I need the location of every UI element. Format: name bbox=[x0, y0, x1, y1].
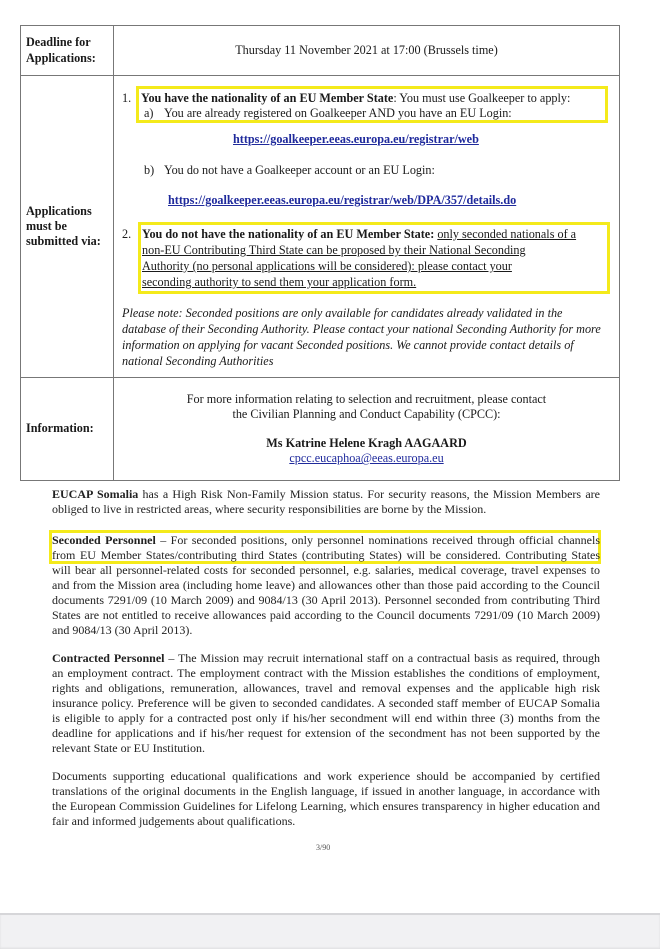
seconded-positions-note: Please note: Seconded positions are only available for candidates already validated in the database of their Seconding Authority. Please contact your national Seconding Authority for more information on applying for vacant Seconded positions. We cannot provide contact details of national Seconding Authorities bbox=[122, 306, 601, 368]
item1-bold: You have the nationality of an EU Member State bbox=[141, 91, 394, 105]
deadline-row bbox=[21, 26, 620, 76]
information-line1: For more information relating to selection and recruitment, please contact bbox=[186, 391, 547, 406]
item2-line1: You do not have the nationality of an EU Member State: only seconded nationals of a bbox=[142, 227, 577, 241]
vacancy-info-table bbox=[20, 25, 620, 481]
item1b-text: You do not have a Goalkeeper account or an EU Login: bbox=[164, 163, 435, 177]
item1a-marker: a) bbox=[144, 106, 154, 120]
seconded-personnel-paragraph bbox=[52, 533, 600, 638]
contact-name: Ms Katrine Helene Kragh AAGAARD bbox=[266, 436, 467, 450]
item1a-text: You are already registered on Goalkeeper AND you have an EU Login: bbox=[164, 106, 512, 120]
item2-line3: Authority (no personal applications will be considered): please contact your bbox=[142, 259, 512, 273]
contact-email-link[interactable]: cpcc.eucaphoa@eeas.europa.eu bbox=[289, 451, 444, 466]
seconded-body-text: Contributing States will bear all personnel-related costs for seconded personnel, e.g. salaries, medical coverage, travel expenses to and from the Mission area (including home leave) and allowances other than those paid according to the Council documents 7291/09 (10 March 2009) and 9084/13 (30 April 2013). Personnel seconded from contributing Third States are not entitled to receive allowances paid according to the Council documents 7291/09 (10 March 2009) and 9084/13 (30 April 2013). bbox=[52, 548, 601, 637]
submission-label: Applications must be submitted via: bbox=[21, 76, 114, 378]
seconded-highlighted-text: – For seconded positions, only personnel nominations received through official channels from EU Member States/contributing third States (contributing States) will be considered. bbox=[52, 533, 600, 562]
contracted-heading: Contracted Personnel bbox=[52, 651, 165, 665]
mission-name: EUCAP Somalia bbox=[52, 487, 139, 501]
information-content bbox=[114, 378, 620, 481]
information-row bbox=[21, 378, 620, 481]
information-label: Information: bbox=[21, 378, 114, 481]
item1-rest: : You must use Goalkeeper to apply: bbox=[393, 91, 571, 105]
item1b-marker: b) bbox=[144, 163, 155, 177]
item2-bold: You do not have the nationality of an EU Member State: bbox=[142, 227, 435, 241]
goalkeeper-registration-link[interactable]: https://goalkeeper.eeas.europa.eu/registrar/web/DPA/357/details.do bbox=[168, 193, 517, 207]
submission-row bbox=[21, 76, 620, 378]
item2-line4: seconding authority to send them your application form. bbox=[142, 275, 417, 289]
page-number: 3/90 bbox=[316, 843, 331, 852]
information-line2: the Civilian Planning and Conduct Capability (CPCC): bbox=[232, 406, 501, 421]
item1-number: 1. bbox=[122, 91, 132, 105]
item2-line2: non-EU Contributing Third State can be proposed by their National Seconding bbox=[142, 243, 526, 257]
item1-text bbox=[141, 91, 570, 106]
contracted-personnel-paragraph: Contracted Personnel – The Mission may recruit international staff on a contractual basis as required, through an employment contract. The employment contract with the Mission establishes the conditions of employment, rights and obligations, remuneration, allowances, travel and removal expenses and the applicable high risk insurance policy. Preference will be given to seconded candidates. A seconded staff member of EUCAP Somalia is eligible to apply for a contracted post only if his/her secondment will end within three (3) months from the deadline for applications and if his/her request for extension of the secondment has not been supported by the relevant State or EU Institution. bbox=[52, 651, 600, 755]
deadline-value: Thursday 11 November 2021 at 17:00 (Brussels time) bbox=[114, 26, 620, 76]
deadline-label: Deadline for Applications: bbox=[21, 26, 114, 76]
seconded-heading: Seconded Personnel bbox=[52, 533, 156, 547]
item2-number: 2. bbox=[122, 227, 132, 241]
submission-content bbox=[114, 76, 619, 377]
viewer-bottom-bar bbox=[0, 913, 660, 949]
documents-paragraph: Documents supporting educational qualifications and work experience should be accompanied by certified translations of the original documents in the English language, if issued in another language, in accordance with the European Commission Guidelines for Lifelong Learning, which ensures transparency in higher education and fair and informed judgements about qualifications. bbox=[52, 769, 600, 828]
mission-status-paragraph: EUCAP Somalia has a High Risk Non-Family Mission status. For security reasons, the Mission Members are obliged to live in restricted areas, where security responsibilities are borne by the Mission. bbox=[52, 487, 600, 516]
goalkeeper-login-link[interactable]: https://goalkeeper.eeas.europa.eu/registrar/web bbox=[233, 132, 479, 146]
